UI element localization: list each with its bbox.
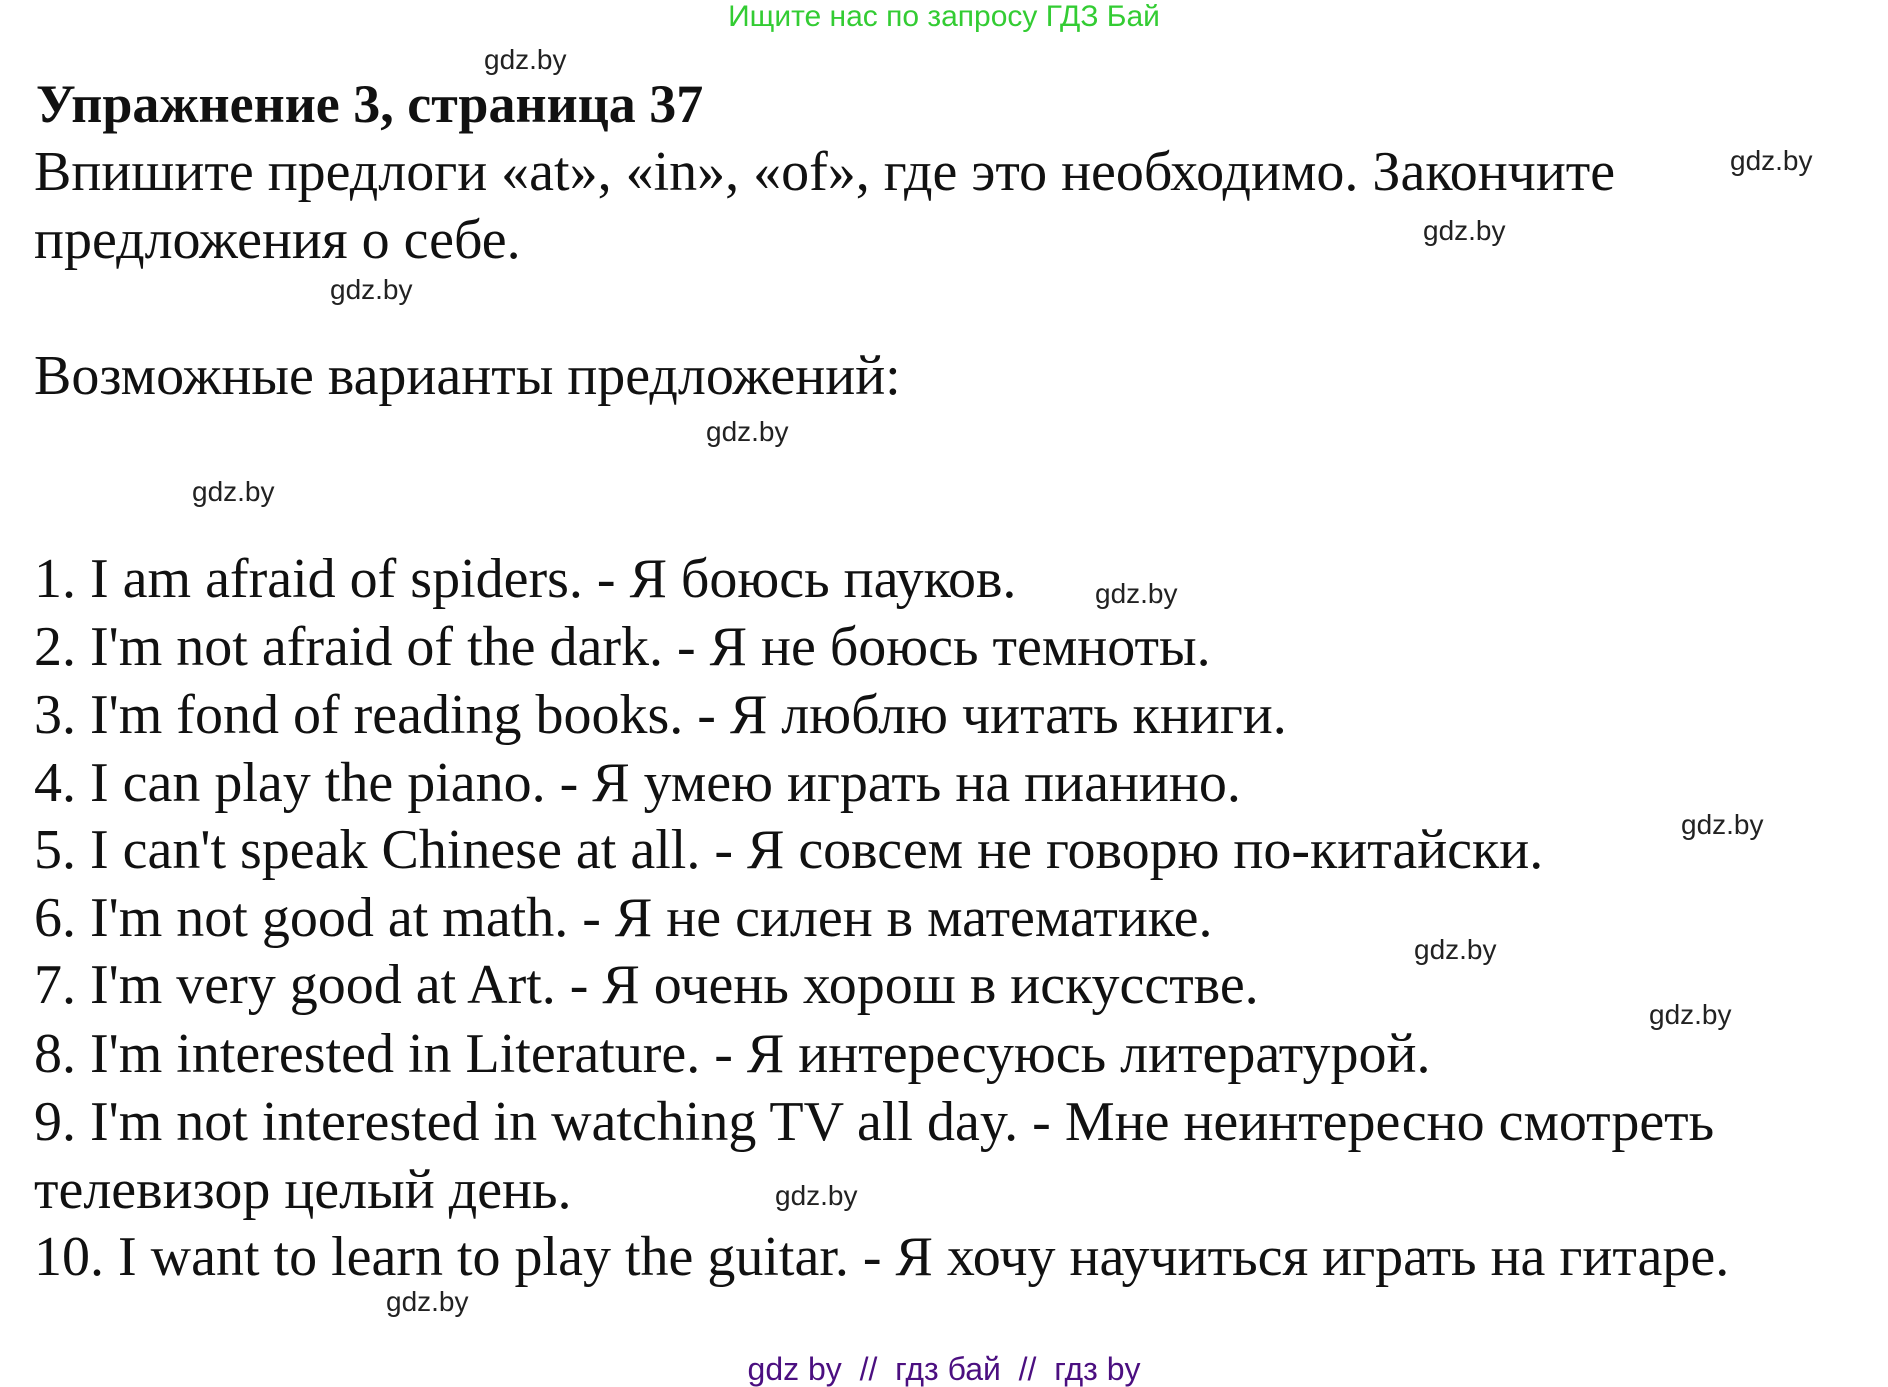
watermark: gdz.by [1414,934,1497,965]
list-item: 10. I want to learn to play the guitar. - Я хочу научиться играть на гитаре. [34,1226,1730,1288]
watermark: gdz.by [775,1180,858,1211]
footer-links: gdz by // гдз бай // гдз by [747,1351,1141,1387]
watermark: gdz.by [1423,215,1506,246]
instruction-line-2: предложения о себе. [34,209,521,271]
watermark: gdz.by [1649,999,1732,1030]
watermark: gdz.by [706,416,789,447]
list-item: 2. I'm not afraid of the dark. - Я не боюсь темноты. [34,616,1211,678]
list-item: 6. I'm not good at math. - Я не силен в математике. [34,887,1213,949]
watermark: gdz.by [192,476,275,507]
watermark: gdz.by [386,1286,469,1317]
watermark: gdz.by [330,274,413,305]
instruction-line-1: Впишите предлоги «at», «in», «of», где это необходимо. Закончите [34,141,1616,203]
list-item: 7. I'm very good at Art. - Я очень хорош в искусстве. [34,954,1259,1016]
search-banner: Ищите нас по запросу ГДЗ Бай [728,0,1160,33]
watermark: gdz.by [484,44,567,75]
page-title: Упражнение 3, страница 37 [36,74,704,134]
list-item: 9. I'm not interested in watching TV all day. - Мне неинтересно смотреть [34,1091,1715,1153]
subheading: Возможные варианты предложений: [34,345,901,407]
list-item: 5. I can't speak Chinese at all. - Я совсем не говорю по-китайски. [34,819,1544,881]
list-item: 3. I'm fond of reading books. - Я люблю читать книги. [34,684,1287,746]
list-item: 1. I am afraid of spiders. - Я боюсь пауков. [34,548,1017,610]
list-item: 4. I can play the piano. - Я умею играть на пианино. [34,752,1241,814]
watermark: gdz.by [1681,809,1764,840]
watermark: gdz.by [1730,145,1813,176]
list-item: 8. I'm interested in Literature. - Я интересуюсь литературой. [34,1023,1431,1085]
list-item-continuation: телевизор целый день. [34,1159,572,1221]
watermark: gdz.by [1095,578,1178,609]
